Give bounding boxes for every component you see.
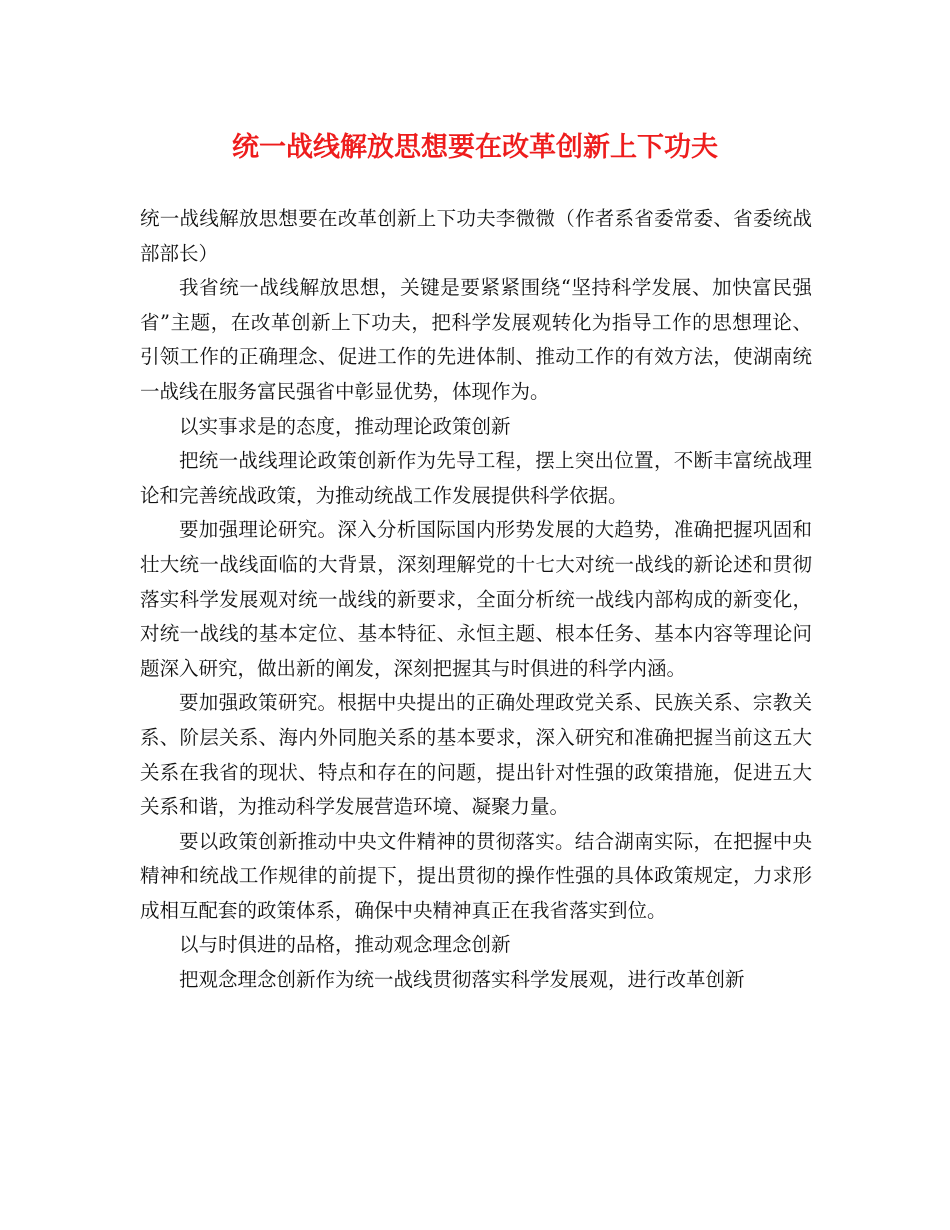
body-paragraph: 要加强政策研究。根据中央提出的正确处理政党关系、民族关系、宗教关系、阶层关系、海内外同胞关系的基本要求，深入研究和准确把握当前这五大关系在我省的现状、特点和存在的问题，提出针对性强的政策措施，促进五大关系和谐，为推动科学发展营造环境、凝聚力量。 <box>140 691 812 819</box>
document-body <box>140 202 812 998</box>
body-paragraph: 要以政策创新推动中央文件精神的贯彻落实。结合湖南实际，在把握中央精神和统战工作规律的前提下，提出贯彻的操作性强的具体政策规定，力求形成相互配套的政策体系，确保中央精神真正在我省落实到位。 <box>140 829 812 922</box>
body-paragraph: 要加强理论研究。深入分析国际国内形势发展的大趋势，准确把握巩固和壮大统一战线面临的大背景，深刻理解党的十七大对统一战线的新论述和贯彻落实科学发展观对统一战线的新要求，全面分析统一战线内部构成的新变化，对统一战线的基本定位、基本特征、永恒主题、根本任务、基本内容等理论问题深入研究，做出新的阐发，深刻把握其与时俱进的科学内涵。 <box>140 518 812 680</box>
body-paragraph: 把观念理念创新作为统一战线贯彻落实科学发展观，进行改革创新 <box>179 968 745 992</box>
body-paragraph: 把统一战线理论政策创新作为先导工程，摆上突出位置，不断丰富统战理论和完善统战政策，为推动统战工作发展提供科学依据。 <box>140 449 812 507</box>
section-heading: 以与时俱进的品格，推动观念理念创新 <box>179 933 511 957</box>
document-title: 统一战线解放思想要在改革创新上下功夫 <box>232 132 718 163</box>
intro-paragraph: 我省统一战线解放思想，关键是要紧紧围绕“坚持科学发展、加快富民强省”主题，在改革创新上下功夫，把科学发展观转化为指导工作的思想理论、引领工作的正确理念、促进工作的先进体制、推动工作的有效方法，使湖南统一战线在服务富民强省中彰显优势，体现作为。 <box>140 276 812 403</box>
byline-paragraph: 统一战线解放思想要在改革创新上下功夫李微微（作者系省委常委、省委统战部部长） <box>140 207 812 265</box>
section-heading: 以实事求是的态度，推动理论政策创新 <box>179 414 511 438</box>
